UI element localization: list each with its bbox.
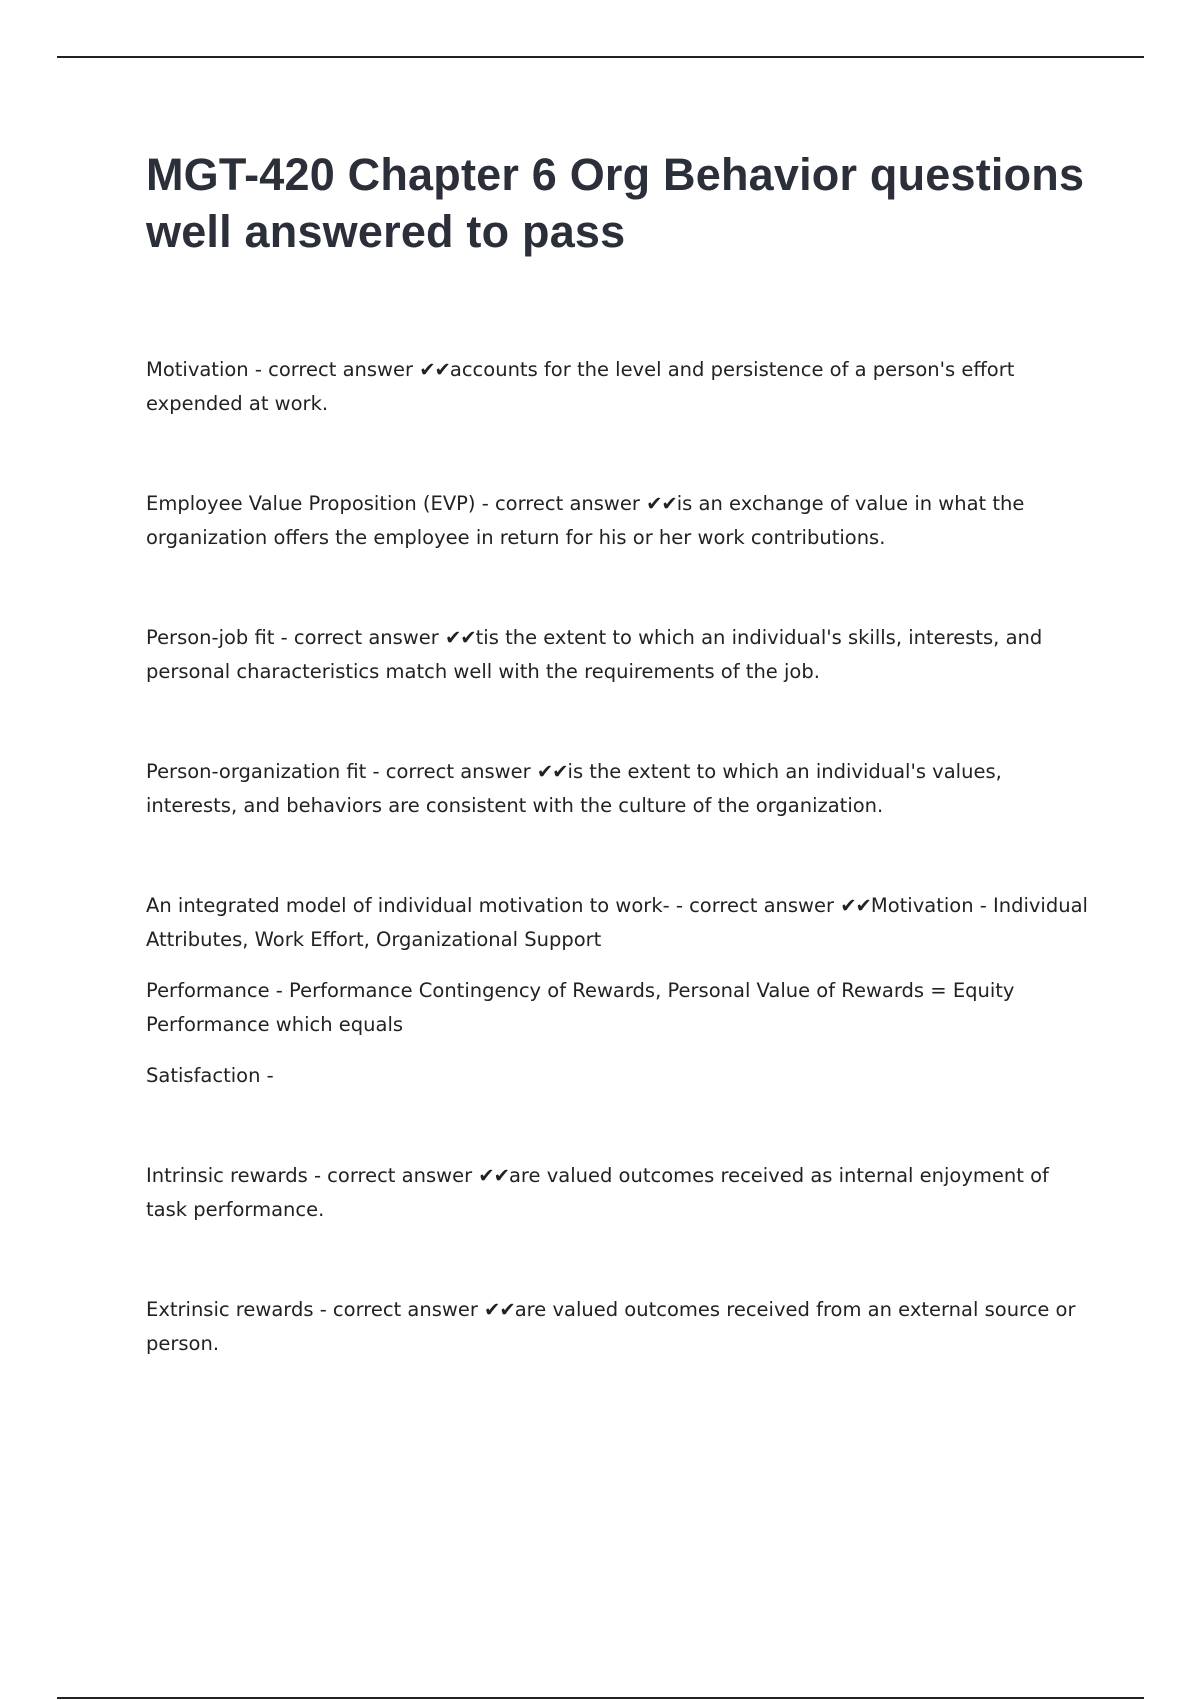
qa-term: Motivation - correct answer: [146, 358, 420, 381]
qa-continuation-performance: Performance - Performance Contingency of Rewards, Personal Value of Rewards = Equity Performance which equals: [146, 979, 1015, 1036]
top-rule: [57, 56, 1144, 58]
document-body: [146, 146, 1096, 1361]
document-title: MGT-420 Chapter 6 Org Behavior questions well answered to pass: [146, 149, 1085, 257]
qa-item-intrinsic-rewards: [146, 1159, 1096, 1227]
check-icon: ✔✔: [478, 1164, 509, 1187]
qa-answer: Motivation - Individual Attributes, Work Effort, Organizational Support: [146, 894, 1088, 951]
qa-term: Person-organization fit - correct answer: [146, 760, 537, 783]
check-icon: ✔✔: [536, 760, 568, 783]
qa-answer: is the extent to which an individual's values, interests, and behaviors are consistent with the culture of the organization.: [146, 760, 1002, 817]
check-icon: ✔✔: [484, 1298, 515, 1321]
qa-answer: tis the extent to which an individual's skills, interests, and personal characteristics match well with the requirements of the job.: [146, 626, 1043, 683]
qa-item-motivation: [146, 353, 1096, 421]
qa-answer: accounts for the level and persistence of a person's effort expended at work.: [146, 358, 1015, 415]
check-icon: ✔✔: [444, 626, 476, 649]
qa-item-person-organization-fit: [146, 755, 1096, 823]
qa-item-person-job-fit: [146, 621, 1096, 689]
qa-term: Employee Value Proposition (EVP) - correct answer: [146, 492, 647, 515]
bottom-rule: [57, 1697, 1144, 1699]
qa-item-extrinsic-rewards: [146, 1293, 1096, 1361]
check-icon: ✔✔: [646, 492, 677, 515]
qa-answer: are valued outcomes received from an external source or person.: [146, 1298, 1076, 1355]
qa-answer: is an exchange of value in what the organization offers the employee in return for his or her work contributions.: [146, 492, 1025, 549]
qa-term: Extrinsic rewards - correct answer: [146, 1298, 485, 1321]
qa-list: [146, 353, 1096, 1361]
qa-continuation-satisfaction: Satisfaction -: [146, 1064, 274, 1087]
check-icon: ✔✔: [419, 358, 450, 381]
qa-term: An integrated model of individual motivation to work- - correct answer: [146, 894, 841, 917]
qa-item-integrated-model: [146, 889, 1096, 957]
check-icon: ✔✔: [840, 894, 871, 917]
qa-term: Person-job fit - correct answer: [146, 626, 445, 649]
qa-answer: are valued outcomes received as internal enjoyment of task performance.: [146, 1164, 1049, 1221]
qa-item-evp: [146, 487, 1096, 555]
qa-term: Intrinsic rewards - correct answer: [146, 1164, 479, 1187]
